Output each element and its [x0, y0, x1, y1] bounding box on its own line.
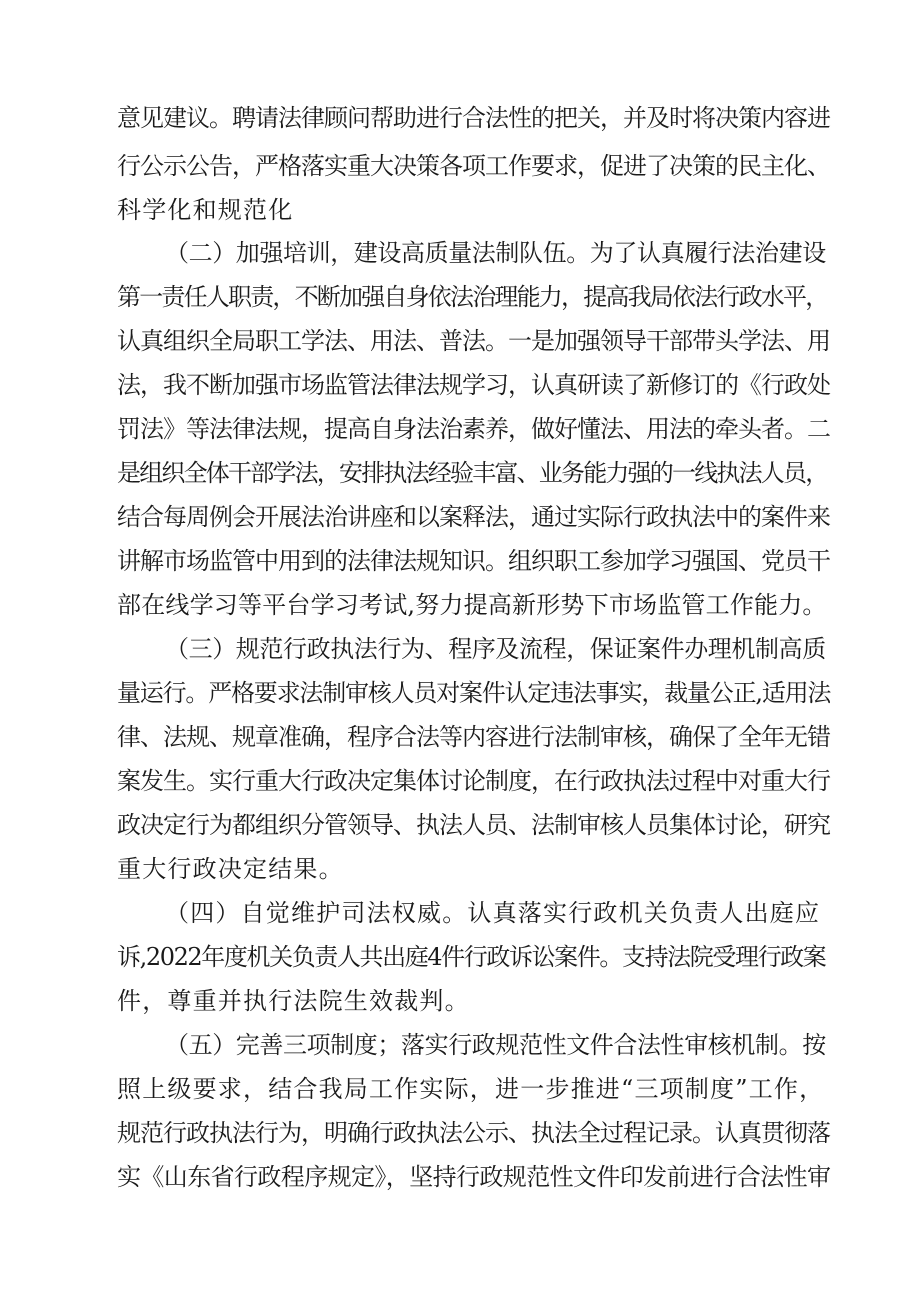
text-line: 法，我不断加强市场监管法律法规学习，认真研读了新修订的《行政处 [117, 371, 830, 399]
text-line: 部在线学习等平台学习考试,努力提高新形势下市场监管工作能力。 [117, 591, 827, 619]
text-line: 诉,2022年度机关负责人共出庭4件行政诉讼案件。支持法院受理行政案 [117, 943, 826, 971]
text-line: 科学化和规范化 [117, 196, 294, 224]
text-line: 意见建议。聘请法律顾问帮助进行合法性的把关，并及时将决策内容进 [117, 104, 830, 132]
text-line: 政决定行为都组织分管领导、执法人员、法制审核人员集体讨论，研究 [117, 811, 830, 839]
section-heading-line: （二）加强培训，建设高质量法制队伍。为了认真履行法治建设 [165, 239, 826, 267]
section-heading-line: （三）规范行政执法行为、程序及流程，保证案件办理机制高质 [165, 635, 826, 663]
text-line: 案发生。实行重大行政决定集体讨论制度，在行政执法过程中对重大行 [117, 767, 830, 795]
text-line: 件，尊重并执行法院生效裁判。 [117, 987, 470, 1015]
text-line: 律、法规、规章准确，程序合法等内容进行法制审核，确保了全年无错 [117, 723, 830, 751]
text-line: 量运行。严格要求法制审核人员对案件认定违法事实，裁量公正,适用法 [117, 679, 831, 707]
section-heading-line: （五）完善三项制度；落实行政规范性文件合法性审核机制。按 [165, 1031, 826, 1059]
text-line: 罚法》等法律法规，提高自身法治素养，做好懂法、用法的牵头者。二 [117, 415, 830, 443]
section-heading-line: （四）自觉维护司法权威。认真落实行政机关负责人出庭应 [165, 899, 821, 927]
text-line: 结合每周例会开展法治讲座和以案释法，通过实际行政执法中的案件来 [117, 503, 830, 531]
text-line: 是组织全体干部学法，安排执法经验丰富、业务能力强的一线执法人员， [117, 459, 828, 487]
text-line: 第一责任人职责，不断加强自身依法治理能力，提高我局依法行政水平， [117, 283, 828, 311]
text-line: 实《山东省行政程序规定》，坚持行政规范性文件印发前进行合法性审 [117, 1163, 831, 1191]
text-line: 重大行政决定结果。 [117, 855, 344, 883]
text-line: 规范行政执法行为，明确行政执法公示、执法全过程记录。认真贯彻落 [117, 1119, 830, 1147]
text-line: 认真组织全局职工学法、用法、普法。一是加强领导干部带头学法、用 [117, 327, 830, 355]
text-line: 照上级要求，结合我局工作实际，进一步推进“三项制度”工作， [117, 1075, 825, 1103]
text-line: 讲解市场监管中用到的法律法规知识。组织职工参加学习强国、党员干 [117, 547, 830, 575]
text-line: 行公示公告，严格落实重大决策各项工作要求，促进了决策的民主化、 [117, 152, 830, 180]
